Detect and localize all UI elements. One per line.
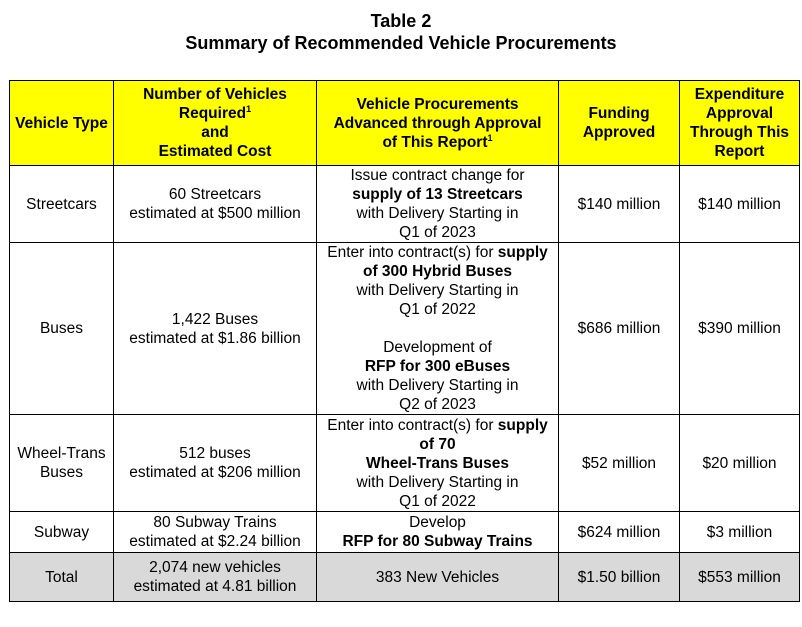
cell-funding: $52 million [559, 415, 680, 512]
cell-expenditure: $140 million [680, 166, 800, 243]
cell-procurements: Enter into contract(s) for supply of 70 Wheel-Trans Buses with Delivery Starting in Q1 of 2022 [317, 415, 559, 512]
cell-procurements: Enter into contract(s) for supply of 300 Hybrid Buses with Delivery Starting in Q1 of 2022 Development of RFP for 300 eBuses with Delivery Starting in Q2 of 2023 [317, 243, 559, 415]
table-row-total [10, 553, 800, 602]
cell-expenditure: $553 million [680, 553, 800, 602]
cell-funding: $624 million [559, 512, 680, 553]
cell-expenditure: $20 million [680, 415, 800, 512]
header-vehicle-type: Vehicle Type [10, 81, 114, 166]
cell-vehicle-type: Wheel-Trans Buses [10, 415, 114, 512]
cell-vehicle-type: Total [10, 553, 114, 602]
header-num-line4: Estimated Cost [158, 143, 272, 160]
header-num-line2: Required [178, 105, 247, 122]
cell-number-cost: 1,422 Buses estimated at $1.86 billion [114, 243, 317, 415]
cell-procurements: Issue contract change for supply of 13 Streetcars with Delivery Starting in Q1 of 2023 [317, 166, 559, 243]
header-proc-line1: Vehicle Procurements [356, 95, 519, 113]
cell-number-cost: 80 Subway Trains estimated at $2.24 billion [114, 512, 317, 553]
header-procurements [317, 81, 559, 166]
table-row-buses [10, 243, 800, 415]
header-number-of-vehicles [114, 81, 317, 166]
cell-procurements: 383 New Vehicles [317, 553, 559, 602]
cell-funding: $140 million [559, 166, 680, 243]
header-num-line3: and [201, 124, 229, 141]
cell-expenditure: $390 million [680, 243, 800, 415]
procurement-table [9, 80, 800, 602]
cell-number-cost: 60 Streetcars estimated at $500 million [114, 166, 317, 243]
cell-number-cost: 2,074 new vehicles estimated at 4.81 billion [114, 553, 317, 602]
cell-vehicle-type: Buses [10, 243, 114, 415]
cell-vehicle-type: Streetcars [10, 166, 114, 243]
table-row-streetcars [10, 166, 800, 243]
cell-procurements: Develop RFP for 80 Subway Trains [317, 512, 559, 553]
cell-expenditure: $3 million [680, 512, 800, 553]
header-row [10, 81, 800, 166]
cell-funding: $1.50 billion [559, 553, 680, 602]
header-funding-approved: Funding Approved [559, 81, 680, 166]
cell-funding: $686 million [559, 243, 680, 415]
header-expenditure-approval: Expenditure Approval Through This Report [680, 81, 800, 166]
header-proc-line2: Advanced through Approval [333, 114, 542, 132]
table-subtitle: Summary of Recommended Vehicle Procurements [185, 33, 617, 53]
footnote-marker: 1 [487, 132, 493, 143]
cell-vehicle-type: Subway [10, 512, 114, 553]
footnote-marker: 1 [246, 103, 252, 114]
header-proc-line3: of This Report [382, 133, 488, 151]
document-title [0, 10, 802, 54]
header-num-line1: Number of Vehicles [143, 86, 287, 103]
cell-number-cost: 512 buses estimated at $206 million [114, 415, 317, 512]
table-row-wheel-trans [10, 415, 800, 512]
table-number: Table 2 [370, 11, 432, 31]
table-row-subway [10, 512, 800, 553]
